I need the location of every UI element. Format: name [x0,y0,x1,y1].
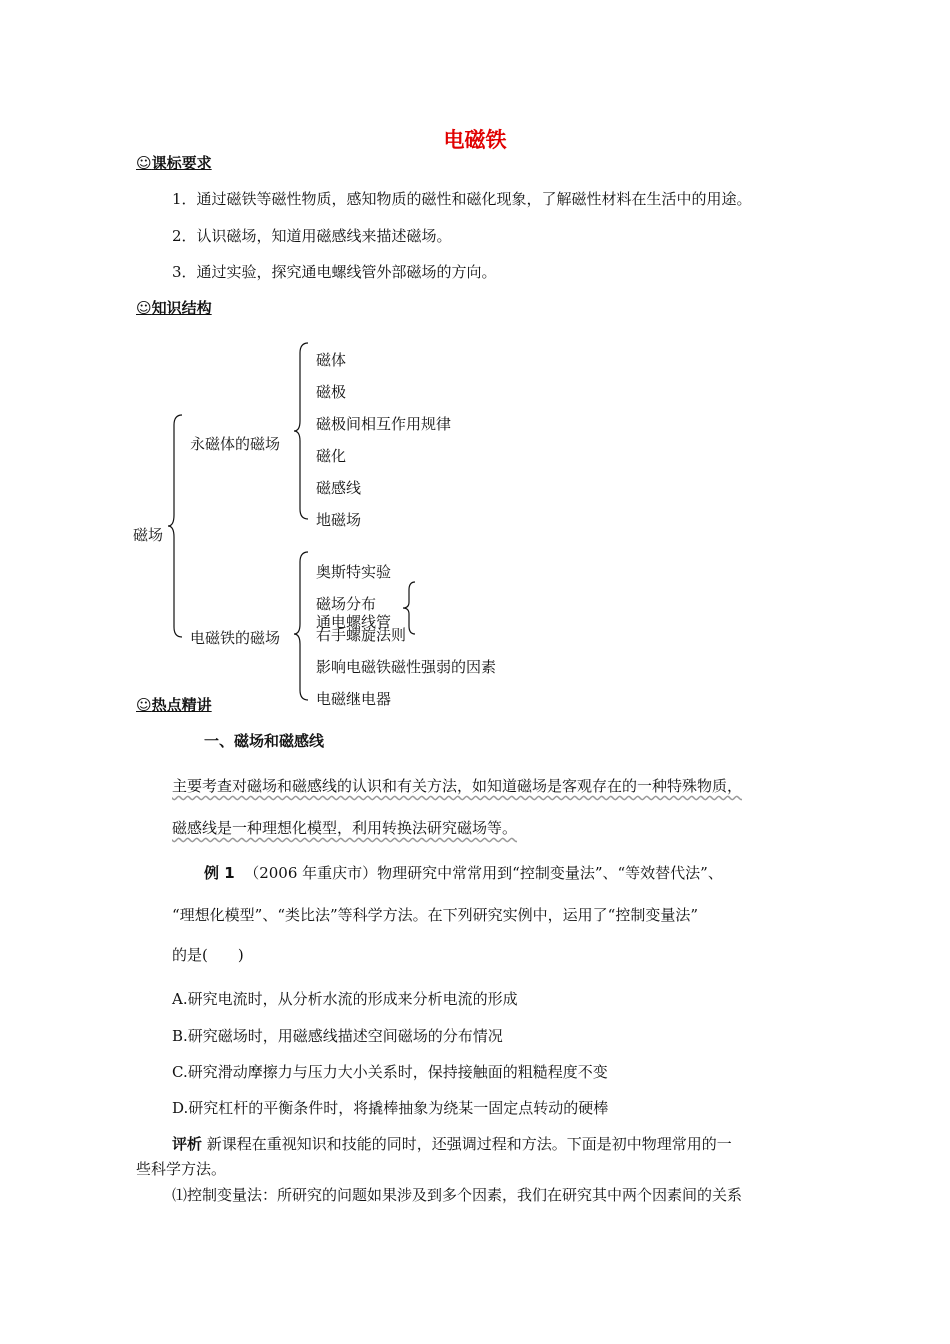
smiley-icon: ☺ [136,299,152,317]
sub-brace [403,582,419,634]
section-structure-label: 知识结构 [151,299,212,317]
analysis-line-1 [172,1133,732,1154]
analysis-line-2: 些科学方法。 [136,1160,227,1178]
example-text-1: （2006 年重庆市）物理研究中常常用到“控制变量法”、“等效替代法”、 [244,864,723,882]
example-line-2: “理想化模型”、“类比法”等科学方法。在下列研究实例中，运用了“控制变量法” [172,906,699,924]
tree-branch-2-child: 磁场分布 [316,595,377,613]
section-standards-label: 课标要求 [151,154,212,172]
tree-branch-2-child: 影响电磁铁磁性强弱的因素 [316,658,497,676]
section-structure-heading [136,297,212,318]
tree-branch-1: 永磁体的磁场 [190,435,281,453]
intro-line-2: 磁感线是一种理想化模型，利用转换法研究磁场等。 [172,819,518,837]
section-hotspots-heading [136,694,212,715]
analysis-label: 评析 [172,1135,203,1153]
option-c: C.研究滑动摩擦力与压力大小关系时，保持接触面的粗糙程度不变 [172,1063,608,1081]
tree-branch-1-child: 磁极间相互作用规律 [316,415,452,433]
method-line: ⑴控制变量法：所研究的问题如果涉及到多个因素，我们在研究其中两个因素间的关系 [172,1186,743,1204]
option-a: A.研究电流时，从分析水流的形成来分析电流的形成 [172,990,518,1008]
section-hotspots-label: 热点精讲 [151,696,212,714]
smiley-icon: ☺ [136,154,152,172]
tree-sub-child: 右手螺旋法则 [316,626,407,644]
option-d: D.研究杠杆的平衡条件时，将撬棒抽象为绕某一固定点转动的硬棒 [172,1099,609,1117]
subsection-heading: 一、磁场和磁感线 [204,732,325,750]
section-standards-heading [136,152,212,173]
tree-root: 磁场 [133,526,164,544]
tree-branch-1-child: 地磁场 [316,511,362,529]
tree-sub-child: 通电螺线管 [316,613,392,631]
tree-branch-2: 电磁铁的磁场 [190,629,281,647]
tree-branch-1-child: 磁感线 [316,479,362,497]
tree-branch-1-child: 磁化 [316,447,347,465]
tree-branch-2-child: 奥斯特实验 [316,563,392,581]
example-line-1 [204,862,723,883]
root-brace [168,415,188,637]
tree-branch-1-child: 磁体 [316,351,347,369]
tree-branch-2-child: 电磁继电器 [316,690,392,708]
standard-item-2: 2．认识磁场，知道用磁感线来描述磁场。 [172,227,452,245]
standard-item-1: 1．通过磁铁等磁性物质，感知物质的磁性和磁化现象，了解磁性材料在生活中的用途。 [172,190,752,208]
option-b: B.研究磁场时，用磁感线描述空间磁场的分布情况 [172,1027,503,1045]
smiley-icon: ☺ [136,696,152,714]
branch-2-brace [294,552,314,700]
page-title: 电磁铁 [443,128,507,152]
branch-1-brace [294,343,314,519]
tree-branch-1-child: 磁极 [316,383,347,401]
example-label: 例 1 [204,864,235,882]
analysis-text-1: 新课程在重视知识和技能的同时，还强调过程和方法。下面是初中物理常用的一 [206,1135,732,1153]
intro-line-1: 主要考查对磁场和磁感线的认识和有关方法，如知道磁场是客观存在的一种特殊物质， [172,777,743,795]
example-line-3: 的是( ) [172,946,244,964]
standard-item-3: 3．通过实验，探究通电螺线管外部磁场的方向。 [172,263,497,281]
